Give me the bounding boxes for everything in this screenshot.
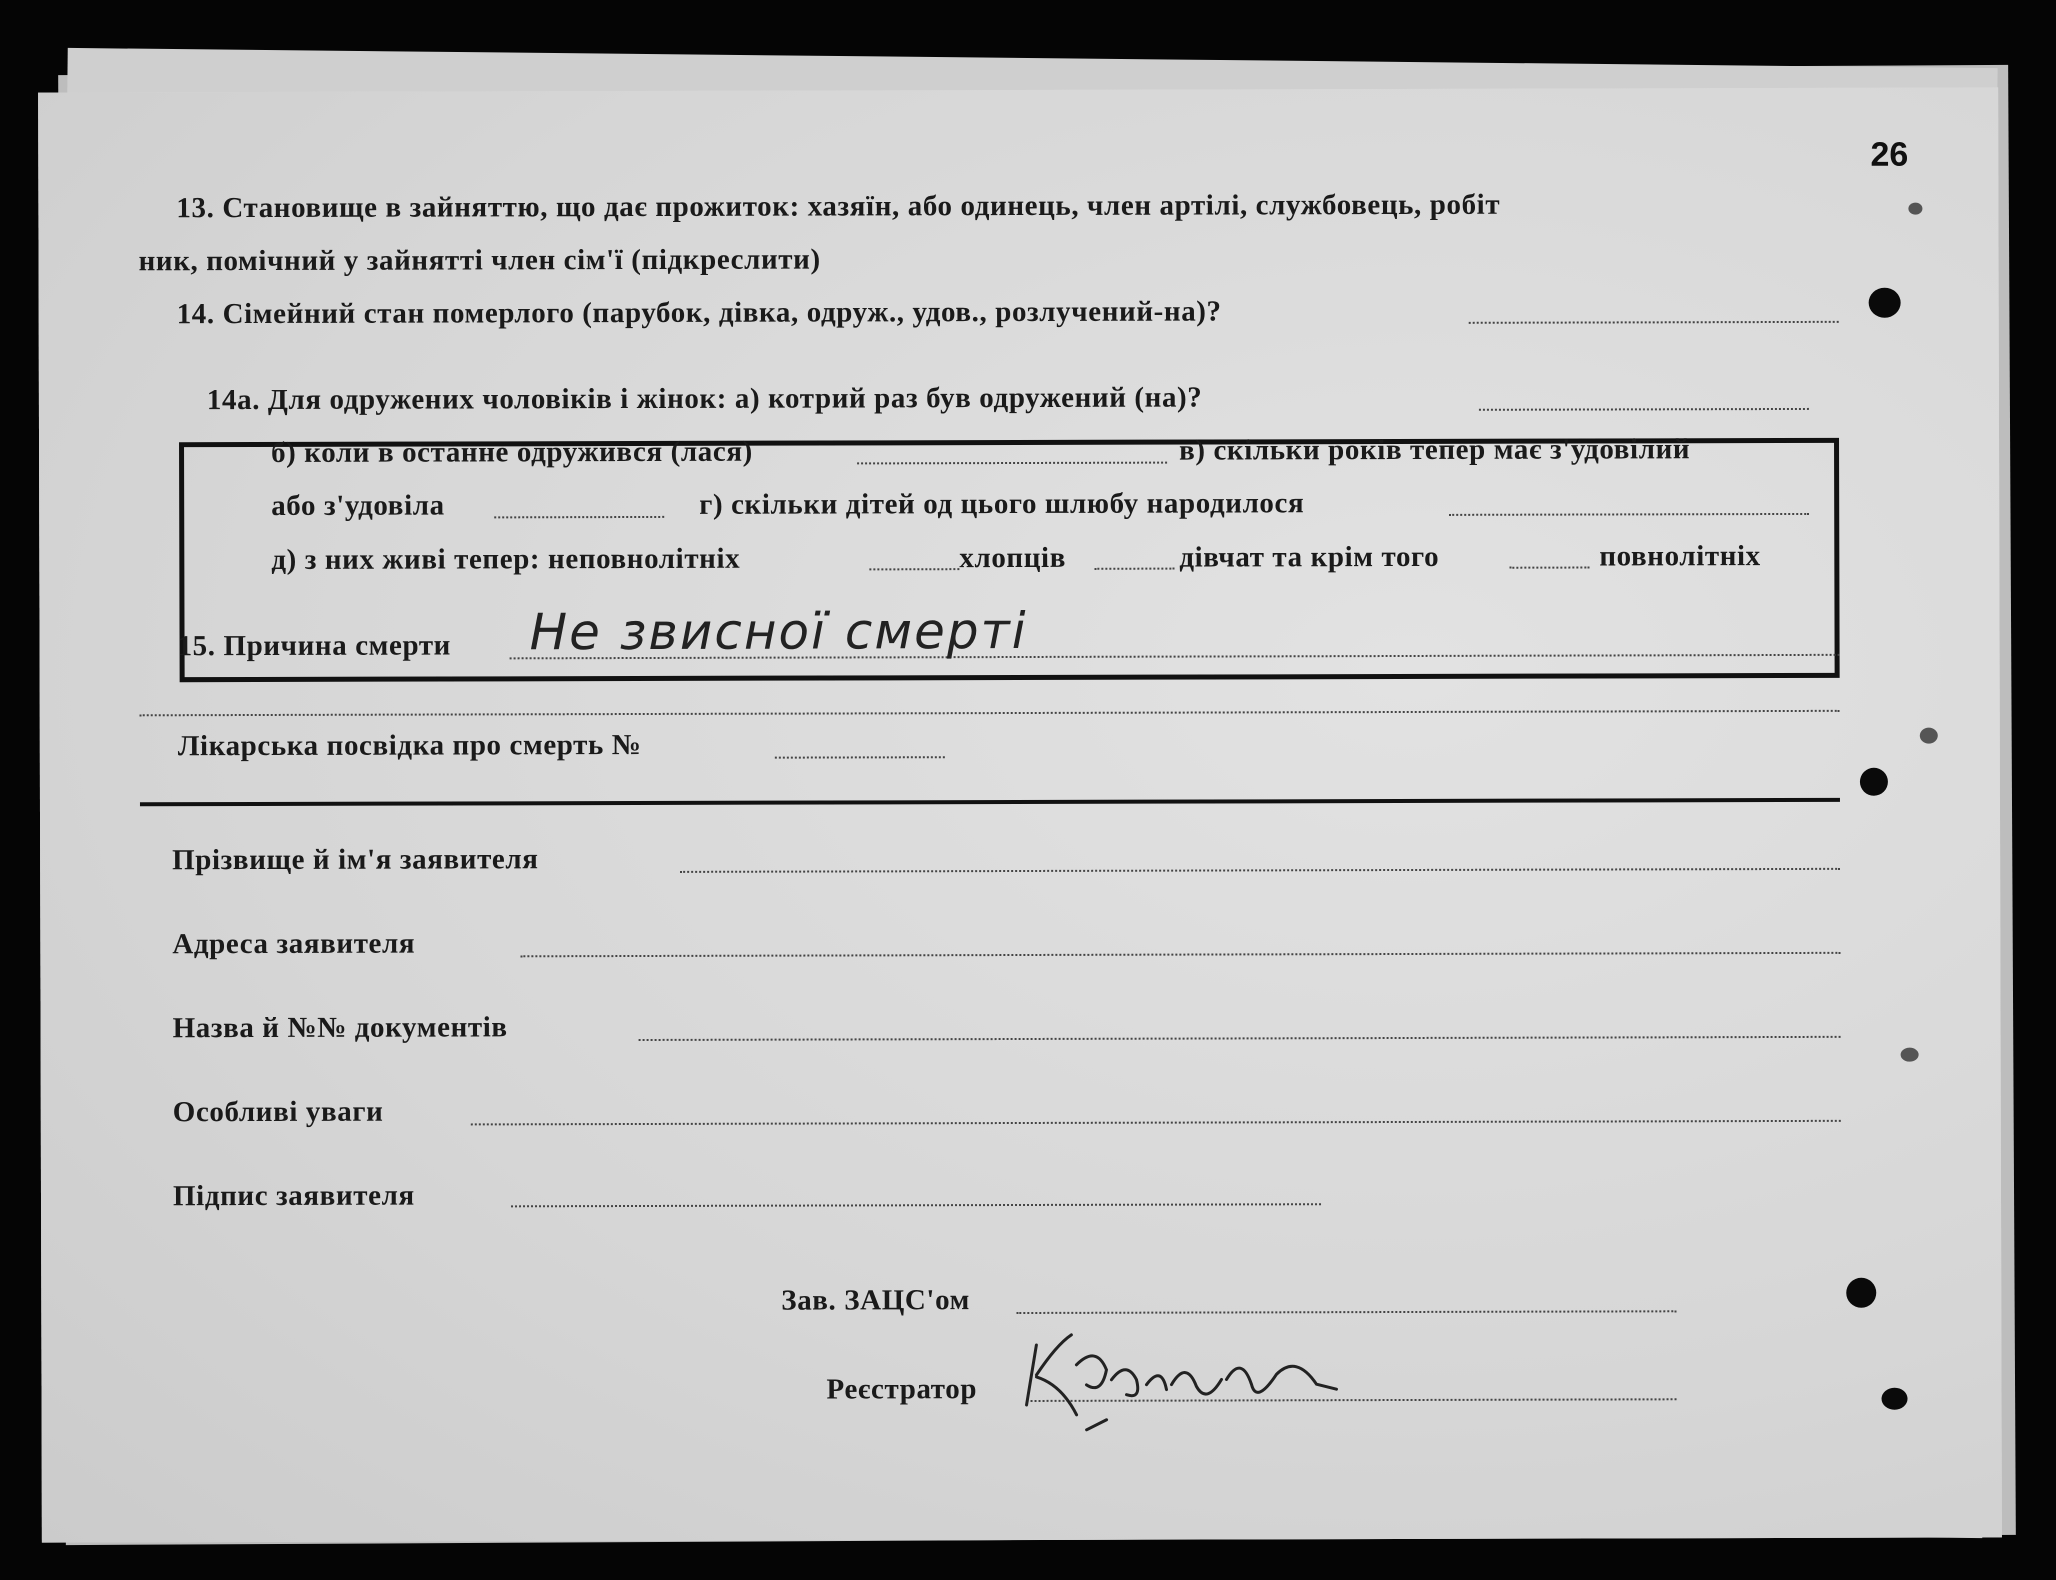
punch-hole: [1869, 288, 1901, 318]
punch-hole: [1901, 1048, 1919, 1062]
q14a-line3b: г) скільки дітей од цього шлюбу народилося: [699, 487, 1305, 521]
applicant-signature-line[interactable]: [511, 1203, 1321, 1207]
registrar-label: Реєстратор: [826, 1373, 978, 1406]
q14a-line2b: в) скільки років тепер має з'удовілий: [1179, 433, 1691, 467]
medical-certificate-number-line[interactable]: [775, 756, 945, 758]
q14a-adults-line[interactable]: [1509, 567, 1589, 569]
applicant-documents-line[interactable]: [639, 1036, 1841, 1041]
q14-answer-line[interactable]: [1469, 321, 1839, 324]
zags-head-label: Зав. ЗАЦС'ом: [781, 1284, 970, 1317]
q13-line1: 13. Становище в зайняттю, що дає прожиток: хазяїн, або одинець, член артілі, службовець, робіт: [176, 188, 1501, 225]
q14a-line4b: хлопців: [959, 541, 1066, 575]
medical-certificate-label: Лікарська посвідка про смерть №: [177, 728, 642, 763]
q14a-line1: 14а. Для одружених чоловіків і жінок: а) котрий раз був одружений (на)?: [206, 381, 1203, 417]
special-notes-label: Особливі уваги: [172, 1095, 384, 1129]
q14a-line4a: д) з них живі тепер: неповнолітніх: [271, 542, 741, 576]
q14a-line4c: дівчат та крім того: [1179, 540, 1440, 574]
q15-label: 15. Причина смерти: [177, 629, 452, 663]
special-notes-line[interactable]: [471, 1120, 1841, 1126]
applicant-address-label: Адреса заявителя: [172, 927, 416, 961]
applicant-signature-label: Підпис заявителя: [172, 1179, 415, 1213]
q14a-girls-line[interactable]: [1094, 568, 1174, 570]
registrar-signature: [1016, 1324, 1356, 1435]
applicant-name-line[interactable]: [680, 868, 1840, 873]
q14a-times-married-line[interactable]: [1479, 408, 1809, 411]
punch-hole: [1860, 768, 1888, 796]
zags-head-signature-line[interactable]: [1016, 1310, 1676, 1314]
punch-hole: [1882, 1388, 1908, 1410]
page-number: 26: [1870, 135, 1909, 174]
q15-handwritten-cause: Не звисної смерті: [529, 601, 1028, 662]
q14a-line4d: повнолітніх: [1599, 540, 1761, 573]
punch-hole: [1920, 728, 1938, 744]
punch-hole: [1846, 1278, 1876, 1308]
q14a-line2a: б) коли в останне одружився (лася): [271, 435, 753, 469]
document-page: [38, 87, 2002, 1542]
q13-line2: ник, помічний у зайнятті член сім'ї (підкреслити): [138, 243, 821, 278]
applicant-address-line[interactable]: [520, 952, 1840, 957]
q14a-boys-line[interactable]: [869, 568, 959, 570]
section-divider: [140, 798, 1840, 806]
applicant-name-label: Прізвище й ім'я заявителя: [172, 843, 539, 877]
punch-hole: [1908, 203, 1922, 215]
q15-answer-line-2[interactable]: [140, 710, 1840, 716]
q14a-line3a: або з'удовіла: [271, 489, 445, 522]
q14-text: 14. Сімейний стан померлого (парубок, дівка, одруж., удов., розлучений-на)?: [176, 295, 1222, 331]
applicant-documents-label: Назва й №№ документів: [172, 1011, 508, 1045]
